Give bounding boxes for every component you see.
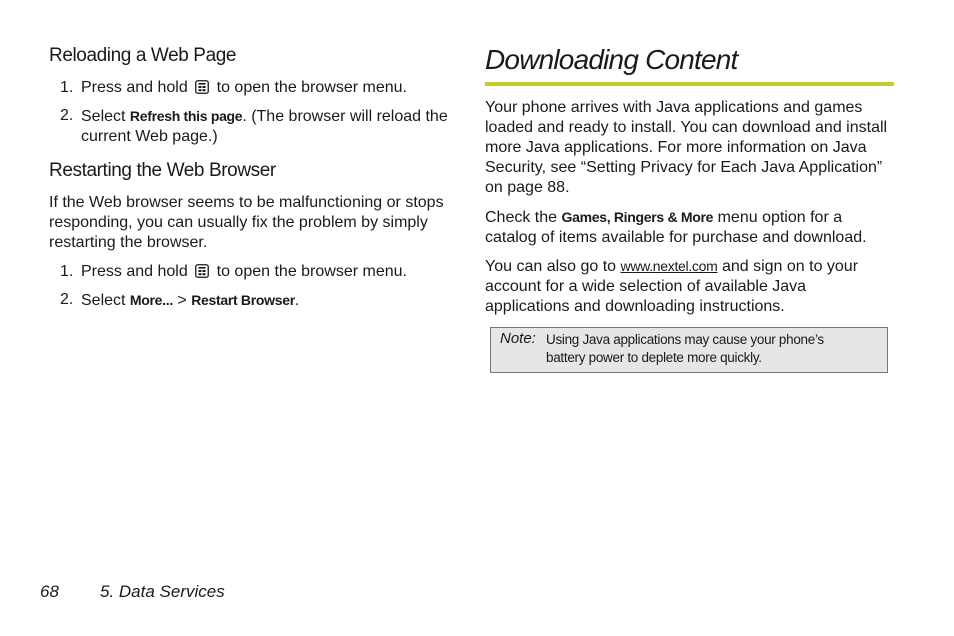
step-number: 2. — [60, 107, 74, 124]
restart-intro: If the Web browser seems to be malfunctioning or stops responding, you can usually fix the problem by simply restarting the browser. — [49, 194, 444, 251]
menu-key-icon — [195, 80, 209, 94]
step-restart-2 — [49, 290, 449, 311]
page-number: 68 — [40, 582, 59, 601]
step-text: Select — [81, 108, 126, 125]
step-text: Press and hold — [81, 263, 188, 280]
title-rule — [485, 82, 894, 86]
paragraph-text: and sign on to your account for a wide selection of available Java applications and downloading instructions. — [485, 258, 859, 315]
step-reload-2 — [49, 106, 449, 147]
step-text: to open the browser menu. — [216, 79, 407, 96]
note-label: Note: — [500, 330, 536, 347]
step-text: Press and hold — [81, 79, 188, 96]
paragraph-games — [485, 207, 895, 248]
section-heading-restarting: Restarting the Web Browser — [49, 160, 276, 181]
step-restart-1 — [49, 262, 449, 282]
step-text: Select — [81, 292, 126, 309]
menu-key-icon — [195, 264, 209, 278]
ui-label-restart-browser: Restart Browser — [191, 292, 295, 308]
note-box — [490, 327, 888, 373]
paragraph-text: menu option for a catalog of items available for purchase and download. — [485, 209, 867, 246]
ui-label-refresh: Refresh this page — [129, 108, 243, 124]
step-text: . — [294, 292, 300, 309]
step-text: to open the browser menu. — [216, 263, 407, 280]
footer-section: 5. Data Services — [100, 582, 225, 601]
step-number: 2. — [60, 291, 74, 308]
ui-label-games-ringers: Games, Ringers & More — [561, 209, 714, 225]
step-reload-1 — [49, 78, 449, 98]
step-number: 1. — [60, 263, 74, 280]
left-column — [49, 44, 449, 311]
step-text: . (The browser will reload the current Web page.) — [81, 108, 448, 145]
right-column — [485, 42, 895, 373]
paragraph-text: You can also go to — [485, 258, 617, 275]
section-heading-reloading: Reloading a Web Page — [49, 45, 237, 66]
step-separator: > — [172, 292, 192, 309]
ui-label-more: More... — [129, 292, 173, 308]
paragraph-java: Your phone arrives with Java applications and games loaded and ready to install. You can download and install more Java applications. For more information on Java Security, see “Setting Privacy for Each Java Application” on page 88. — [485, 99, 888, 196]
paragraph-text: Check the — [485, 209, 558, 226]
note-text: Using Java applications may cause your phone’s battery power to deplete more quickly. — [546, 332, 824, 365]
nextel-link[interactable]: www.nextel.com — [620, 258, 718, 274]
paragraph-nextel — [485, 256, 895, 317]
step-number: 1. — [60, 79, 74, 96]
page-title: Downloading Content — [485, 44, 738, 75]
